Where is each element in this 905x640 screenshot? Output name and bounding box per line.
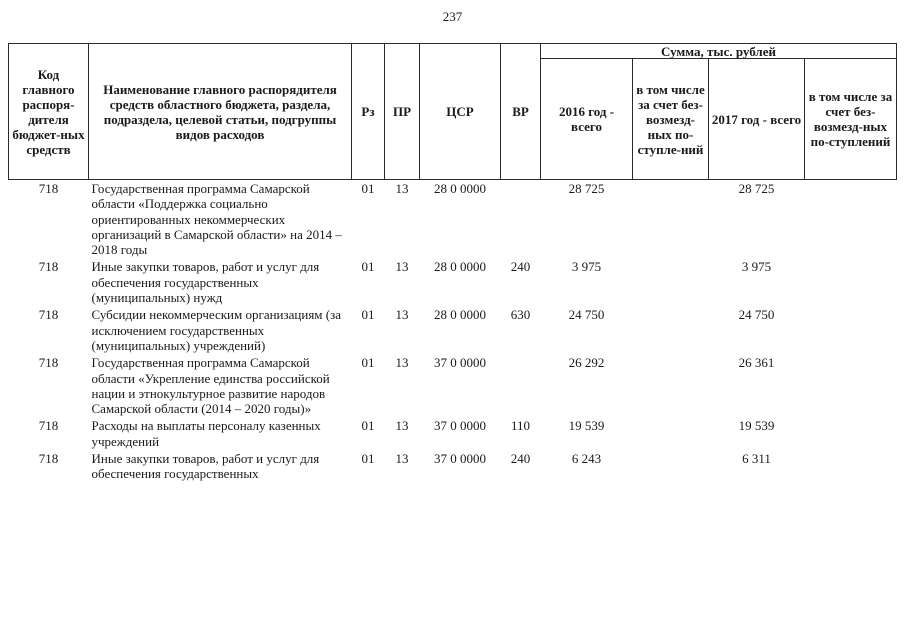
cell-name: Иные закупки товаров, работ и услуг для обеспечения государственных (муниципальных) нужд <box>91 259 320 306</box>
cell-total-2016: 26 292 <box>568 355 605 371</box>
cell-csr: 37 0 0000 <box>434 418 486 434</box>
cell-code: 718 <box>38 259 59 275</box>
cell-vr: 110 <box>510 418 531 434</box>
cell-total-2016: 28 725 <box>568 181 605 196</box>
table-row <box>9 354 897 417</box>
cell-gratuitous-2016 <box>633 417 709 450</box>
cell-total-2016: 3 975 <box>571 259 602 275</box>
cell-gratuitous-2016 <box>633 258 709 306</box>
cell-gratuitous-2017 <box>805 354 897 417</box>
cell-gratuitous-2017 <box>805 180 897 259</box>
header-csr: ЦСР <box>420 44 501 180</box>
cell-vr <box>501 180 541 259</box>
cell-total-2017: 6 311 <box>742 451 771 467</box>
table-row <box>9 306 897 354</box>
cell-name: Иные закупки товаров, работ и услуг для обеспечения государственных <box>91 451 320 482</box>
cell-vr: 240 <box>510 451 531 467</box>
cell-code: 718 <box>38 307 59 323</box>
header-gratuitous-2016: в том числе за счет без-возмезд-ных по-ступле-ний <box>633 59 709 180</box>
cell-total-2017: 24 750 <box>738 307 775 323</box>
table-body <box>9 180 897 483</box>
cell-rz: 01 <box>361 451 375 467</box>
table-row <box>9 258 897 306</box>
cell-total-2017: 19 539 <box>738 418 775 434</box>
cell-code: 718 <box>38 451 59 467</box>
cell-csr: 28 0 0000 <box>434 259 486 275</box>
header-code: Код главного распоря-дителя бюджет-ных средств <box>9 44 89 180</box>
cell-total-2017: 26 361 <box>738 355 775 371</box>
header-name: Наименование главного распорядителя средств областного бюджета, раздела, подраздела, целевой статьи, подгруппы видов расходов <box>89 44 352 180</box>
cell-csr: 37 0 0000 <box>434 451 486 467</box>
cell-rz: 01 <box>361 418 375 434</box>
table-row <box>9 450 897 483</box>
cell-code: 718 <box>38 418 59 434</box>
cell-name: Государственная программа Самарской области «Поддержка социально ориентированных некоммерческих организаций в Самарской области» на 2014 – 2018 годы <box>91 181 342 258</box>
cell-pr: 13 <box>395 181 409 196</box>
cell-csr: 37 0 0000 <box>434 355 486 371</box>
cell-total-2017: 28 725 <box>738 181 775 196</box>
cell-csr: 28 0 0000 <box>434 181 486 196</box>
cell-gratuitous-2016 <box>633 450 709 483</box>
cell-pr: 13 <box>395 355 409 371</box>
header-pr: ПР <box>385 44 420 180</box>
cell-pr: 13 <box>395 307 409 323</box>
cell-pr: 13 <box>395 451 409 467</box>
cell-rz: 01 <box>361 355 375 371</box>
cell-code: 718 <box>38 355 59 371</box>
table-header <box>9 44 897 180</box>
cell-vr <box>501 354 541 417</box>
table-row <box>9 180 897 259</box>
cell-vr: 240 <box>510 259 531 275</box>
cell-total-2017: 3 975 <box>741 259 772 275</box>
cell-rz: 01 <box>361 181 375 196</box>
cell-name: Государственная программа Самарской области «Укрепление единства российской нации и этнокультурное развитие народов Самарской области (2014 – 2020 годы)» <box>91 355 330 417</box>
cell-name: Расходы на выплаты персоналу казенных учреждений <box>91 418 321 449</box>
table-row <box>9 417 897 450</box>
cell-gratuitous-2017 <box>805 417 897 450</box>
cell-vr: 630 <box>510 307 531 323</box>
header-vr: ВР <box>501 44 541 180</box>
cell-name: Субсидии некоммерческим организациям (за исключением государственных (муниципальных) учреждений) <box>91 307 342 353</box>
header-total-2016: 2016 год - всего <box>541 59 633 180</box>
header-gratuitous-2017: в том числе за счет без-возмезд-ных по-ступлений <box>805 59 897 180</box>
cell-gratuitous-2017 <box>805 258 897 306</box>
header-sum: Сумма, тыс. рублей <box>541 44 897 59</box>
page-number: 237 <box>442 9 463 24</box>
header-total-2017: 2017 год - всего <box>709 59 805 180</box>
cell-rz: 01 <box>361 259 375 275</box>
cell-csr: 28 0 0000 <box>434 307 486 323</box>
cell-gratuitous-2016 <box>633 354 709 417</box>
cell-code: 718 <box>38 181 59 196</box>
header-rz: Рз <box>352 44 385 180</box>
cell-total-2016: 6 243 <box>571 451 602 467</box>
cell-gratuitous-2017 <box>805 306 897 354</box>
budget-table <box>8 43 897 483</box>
cell-gratuitous-2016 <box>633 306 709 354</box>
cell-gratuitous-2016 <box>633 180 709 259</box>
cell-pr: 13 <box>395 259 409 275</box>
cell-rz: 01 <box>361 307 375 323</box>
cell-gratuitous-2017 <box>805 450 897 483</box>
cell-total-2016: 24 750 <box>568 307 605 323</box>
cell-total-2016: 19 539 <box>568 418 605 434</box>
cell-pr: 13 <box>395 418 409 434</box>
